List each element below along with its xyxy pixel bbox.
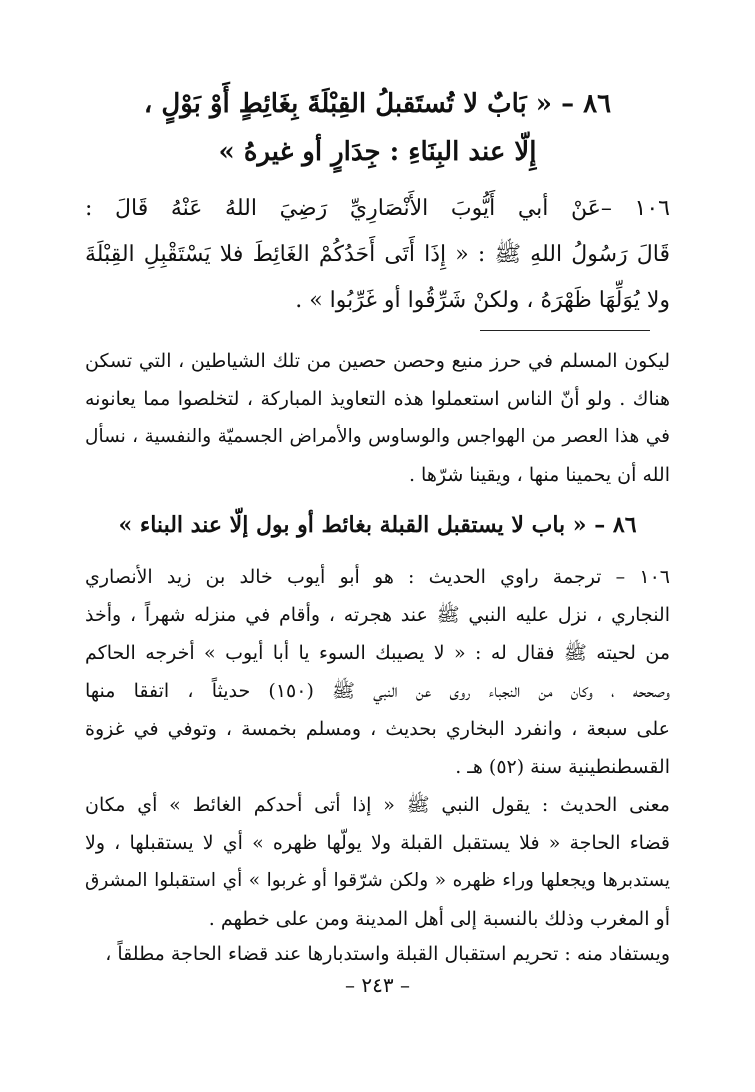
meaning-line-2: قضاء الحاجة « فلا يستقبل القبلة ولا يولّها ظهره » أي لا يستقبلها ، ولا: [85, 832, 670, 854]
narrator-line-4: وصححه ، وكان من النجباء روى عن النبي ﷺ (١٥٠) حديثاً ، اتفقا منها: [85, 680, 670, 702]
chapter-title-line-1: ٨٦ – « بَابٌ لا تُستَقبلُ القِبْلَةَ بِغَائِطٍ أَوْ بَوْلٍ ،: [143, 89, 612, 119]
page-number: – ٢٤٣ –: [345, 973, 410, 997]
chapter-title-line-2: إِلّا عند البِنَاءِ : جِدَارٍ أو غيرهُ »: [218, 137, 537, 167]
meaning-line-3: يستدبرها ويجعلها وراء ظهره « ولكن شرّقوا أو غربوا » أي استقبلوا المشرق: [85, 870, 670, 891]
hadith-line-1: ١٠٦ –عَنْ أبي أَيُّوبَ الأَنْصَارِيِّ رَضِيَ اللهُ عَنْهُ قَالَ :: [85, 196, 670, 221]
meaning-line-1: معنى الحديث : يقول النبي ﷺ « إذا أتى أحدكم الغائط » أي مكان: [85, 794, 670, 816]
continuation-line-2: هناك . ولو أنّ الناس استعملوا هذه التعاويذ المباركة ، لتخلصوا مما يعانونه: [85, 388, 670, 410]
commentary-chapter-title: ٨٦ – « باب لا يستقبل القبلة بغائط أو بول إلّا عند البناء »: [118, 512, 637, 538]
section-divider: [480, 330, 650, 331]
narrator-line-3: من لحيته ﷺ فقال له : « لا يصيبك السوء يا أبا أيوب » أخرجه الحاكم: [85, 642, 670, 664]
hadith-line-2: قَالَ رَسُولُ اللهِ ﷺ : « إِذَا أَتَى أَحَدُكُمْ الغَائِطَ فلا يَسْتَقْبِلِ القِبْلَةَ: [85, 242, 670, 267]
meaning-line-4: أو المغرب وذلك بالنسبة إلى أهل المدينة ومن على خطهم .: [208, 908, 670, 930]
narrator-line-2: النجاري ، نزل عليه النبي ﷺ عند هجرته ، وأقام في منزله شهراً ، وأخذ: [85, 604, 670, 626]
continuation-line-1: ليكون المسلم في حرز منيع وحصن حصين من تلك الشياطين ، التي تسكن: [85, 350, 670, 372]
benefit-line: ويستفاد منه : تحريم استقبال القبلة واستدبارها عند قضاء الحاجة مطلقاً ،: [105, 943, 670, 965]
narrator-line-6: القسطنطينية سنة (٥٢) هـ .: [455, 756, 670, 778]
hadith-line-3: ولا يُوَلِّهَا ظَهْرَهُ ، ولكنْ شَرِّقُوا أو غَرِّبُوا » .: [295, 288, 670, 313]
narrator-line-1: ١٠٦ – ترجمة راوي الحديث : هو أبو أيوب خالد بن زيد الأنصاري: [85, 566, 670, 588]
narrator-line-5: على سبعة ، وانفرد البخاري بحديث ، ومسلم بخمسة ، وتوفي في غزوة: [85, 718, 670, 740]
continuation-line-3: في هذا العصر من الهواجس والوساوس والأمراض الجسميّة والنفسية ، نسأل: [85, 426, 670, 447]
continuation-line-4: الله أن يحمينا منها ، ويقينا شرّها .: [408, 464, 670, 486]
